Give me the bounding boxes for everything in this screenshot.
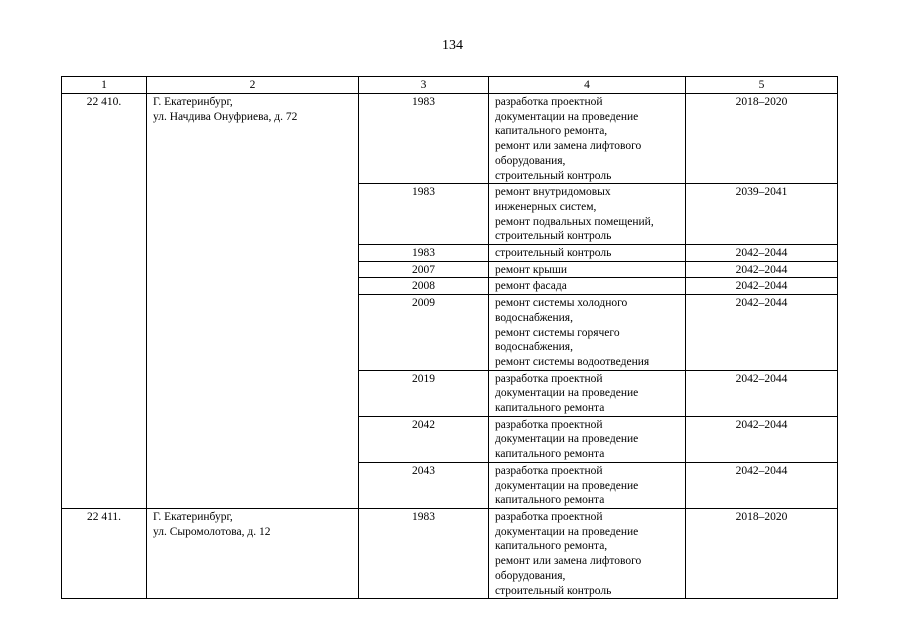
repair-schedule-table: [61, 76, 838, 599]
year-cell: 1983: [359, 184, 489, 245]
record-address: Г. Екатеринбург, ул. Начдива Онуфриева, д. 72: [147, 94, 359, 509]
work-type-cell: разработка проектной документации на проведение капитального ремонта: [489, 370, 686, 416]
year-cell: 1983: [359, 508, 489, 598]
period-cell: 2042–2044: [686, 462, 838, 508]
work-type-cell: строительный контроль: [489, 245, 686, 262]
record-number: 22 410.: [62, 94, 147, 509]
period-cell: 2042–2044: [686, 245, 838, 262]
record-number: 22 411.: [62, 508, 147, 598]
year-cell: 2007: [359, 261, 489, 278]
column-header-4: 4: [489, 77, 686, 94]
header-row: [62, 77, 838, 94]
period-cell: 2042–2044: [686, 370, 838, 416]
year-cell: 1983: [359, 245, 489, 262]
column-header-3: 3: [359, 77, 489, 94]
record-address: Г. Екатеринбург, ул. Сыромолотова, д. 12: [147, 508, 359, 598]
year-cell: 2019: [359, 370, 489, 416]
page-number: 134: [442, 38, 463, 53]
column-header-1: 1: [62, 77, 147, 94]
work-type-cell: ремонт фасада: [489, 278, 686, 295]
work-type-cell: разработка проектной документации на проведение капитального ремонта, ремонт или замена лифтового оборудования, строительный контроль: [489, 508, 686, 598]
column-header-2: 2: [147, 77, 359, 94]
table-row: [62, 508, 838, 598]
work-type-cell: разработка проектной документации на проведение капитального ремонта: [489, 462, 686, 508]
period-cell: 2042–2044: [686, 295, 838, 371]
period-cell: 2018–2020: [686, 508, 838, 598]
work-type-cell: ремонт крыши: [489, 261, 686, 278]
year-cell: 1983: [359, 94, 489, 184]
period-cell: 2042–2044: [686, 416, 838, 462]
period-cell: 2042–2044: [686, 278, 838, 295]
year-cell: 2043: [359, 462, 489, 508]
table-body: [62, 77, 838, 599]
year-cell: 2042: [359, 416, 489, 462]
work-type-cell: ремонт внутридомовых инженерных систем, ремонт подвальных помещений, строительный контроль: [489, 184, 686, 245]
work-type-cell: разработка проектной документации на проведение капитального ремонта, ремонт или замена лифтового оборудования, строительный контроль: [489, 94, 686, 184]
period-cell: 2042–2044: [686, 261, 838, 278]
table-row: [62, 94, 838, 184]
period-cell: 2018–2020: [686, 94, 838, 184]
period-cell: 2039–2041: [686, 184, 838, 245]
work-type-cell: ремонт системы холодного водоснабжения, ремонт системы горячего водоснабжения, ремонт системы водоотведения: [489, 295, 686, 371]
year-cell: 2009: [359, 295, 489, 371]
column-header-5: 5: [686, 77, 838, 94]
year-cell: 2008: [359, 278, 489, 295]
work-type-cell: разработка проектной документации на проведение капитального ремонта: [489, 416, 686, 462]
